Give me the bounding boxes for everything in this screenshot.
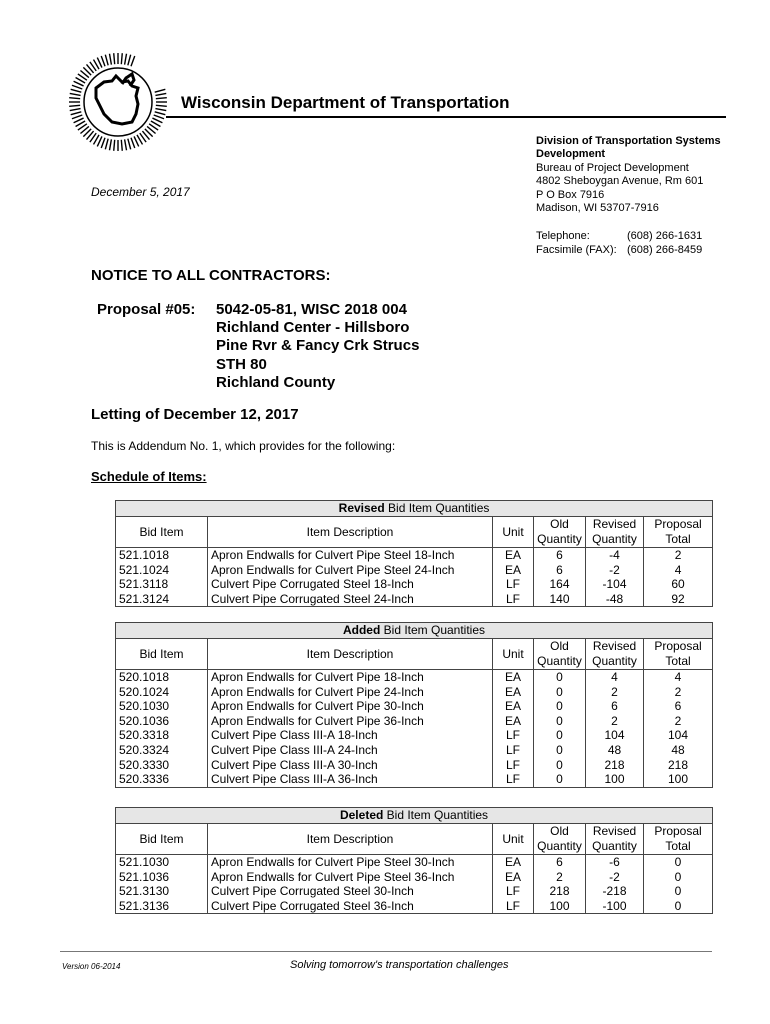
old-quantity-cell: 0 [534, 758, 586, 773]
description-cell: Culvert Pipe Class III-A 30-Inch [208, 758, 493, 773]
revised-quantity-cell: -100 [586, 899, 644, 914]
old-quantity-cell: 0 [534, 772, 586, 787]
bid-item-cell: 520.3318 [116, 728, 208, 743]
table-row [116, 563, 713, 578]
proposal-label: Proposal #05: [97, 301, 196, 318]
description-cell: Apron Endwalls for Culvert Pipe 30-Inch [208, 699, 493, 714]
old-quantity-cell: 0 [534, 714, 586, 729]
unit-cell: LF [493, 884, 534, 899]
telephone-number: (608) 266-1631 [627, 230, 703, 242]
description-cell: Apron Endwalls for Culvert Pipe 18-Inch [208, 670, 493, 685]
col-header-description: Item Description [208, 824, 493, 855]
revised-quantity-cell: -2 [586, 870, 644, 885]
description-cell: Apron Endwalls for Culvert Pipe 36-Inch [208, 714, 493, 729]
col-header-revised-quantity: Revised Quantity [586, 517, 644, 548]
proposal-total-cell: 100 [644, 772, 713, 787]
table-caption-row [116, 808, 713, 824]
notice-heading: NOTICE TO ALL CONTRACTORS: [91, 267, 331, 284]
table-row [116, 685, 713, 700]
table-row [116, 743, 713, 758]
proposal-line: STH 80 [216, 355, 267, 373]
proposal-total-cell: 48 [644, 743, 713, 758]
unit-cell: EA [493, 855, 534, 870]
revised-quantity-cell: 2 [586, 685, 644, 700]
col-header-revised-quantity: Revised Quantity [586, 639, 644, 670]
col-header-revised-quantity: Revised Quantity [586, 824, 644, 855]
revised-quantity-cell: 100 [586, 772, 644, 787]
old-quantity-cell: 6 [534, 855, 586, 870]
revised-quantity-cell: 104 [586, 728, 644, 743]
col-header-proposal-total: Proposal Total [644, 824, 713, 855]
description-cell: Apron Endwalls for Culvert Pipe Steel 30-Inch [208, 855, 493, 870]
bid-item-cell: 520.3324 [116, 743, 208, 758]
proposal-total-cell: 2 [644, 548, 713, 563]
bid-item-cell: 521.3136 [116, 899, 208, 914]
division-name-line1: Division of Transportation Systems [536, 135, 721, 147]
revised-quantity-cell: 6 [586, 699, 644, 714]
revised-quantity-cell: -104 [586, 577, 644, 592]
col-header-old-quantity: Old Quantity [534, 517, 586, 548]
unit-cell: LF [493, 743, 534, 758]
proposal-total-cell: 0 [644, 884, 713, 899]
old-quantity-cell: 164 [534, 577, 586, 592]
description-cell: Apron Endwalls for Culvert Pipe Steel 24-Inch [208, 563, 493, 578]
telephone-label: Telephone: [536, 230, 590, 242]
bid-item-cell: 521.1024 [116, 563, 208, 578]
fax-number: (608) 266-8459 [627, 244, 703, 256]
old-quantity-cell: 0 [534, 728, 586, 743]
revised-quantity-cell: 2 [586, 714, 644, 729]
revised-quantity-cell: 48 [586, 743, 644, 758]
revised-quantity-cell: 4 [586, 670, 644, 685]
revised-quantity-cell: -48 [586, 592, 644, 607]
header-divider [166, 116, 726, 118]
col-header-old-quantity: Old Quantity [534, 639, 586, 670]
department-title: Wisconsin Department of Transportation [181, 93, 510, 112]
table-row [116, 592, 713, 607]
old-quantity-cell: 0 [534, 685, 586, 700]
added-bid-item-table [115, 622, 713, 788]
bid-item-cell: 521.1018 [116, 548, 208, 563]
bid-item-cell: 520.1030 [116, 699, 208, 714]
fax-label: Facsimile (FAX): [536, 244, 617, 256]
division-address-block [536, 135, 746, 215]
street-address: 4802 Sheboygan Avenue, Rm 601 [536, 175, 704, 188]
proposal-total-cell: 0 [644, 870, 713, 885]
division-name-line2: Development [536, 148, 606, 161]
unit-cell: EA [493, 563, 534, 578]
old-quantity-cell: 140 [534, 592, 586, 607]
addendum-text: This is Addendum No. 1, which provides for the following: [91, 439, 396, 453]
proposal-total-cell: 6 [644, 699, 713, 714]
col-header-proposal-total: Proposal Total [644, 639, 713, 670]
old-quantity-cell: 100 [534, 899, 586, 914]
bid-item-cell: 521.1036 [116, 870, 208, 885]
table-row [116, 899, 713, 914]
old-quantity-cell: 6 [534, 548, 586, 563]
old-quantity-cell: 0 [534, 699, 586, 714]
bid-item-cell: 520.3330 [116, 758, 208, 773]
schedule-heading: Schedule of Items: [91, 469, 207, 484]
unit-cell: LF [493, 577, 534, 592]
table-row [116, 699, 713, 714]
proposal-line: Richland County [216, 373, 336, 391]
old-quantity-cell: 6 [534, 563, 586, 578]
table-caption: Added Bid Item Quantities [116, 623, 713, 639]
proposal-total-cell: 60 [644, 577, 713, 592]
table-caption: Revised Bid Item Quantities [116, 501, 713, 517]
description-cell: Culvert Pipe Class III-A 24-Inch [208, 743, 493, 758]
bid-item-cell: 520.3336 [116, 772, 208, 787]
proposal-total-cell: 92 [644, 592, 713, 607]
bid-item-cell: 520.1018 [116, 670, 208, 685]
wisdot-seal-logo-icon [66, 48, 170, 156]
table-row [116, 548, 713, 563]
description-cell: Apron Endwalls for Culvert Pipe 24-Inch [208, 685, 493, 700]
table-header-row [116, 517, 713, 548]
po-box: P O Box 7916 [536, 188, 605, 201]
table-row [116, 714, 713, 729]
revised-quantity-cell: -4 [586, 548, 644, 563]
bid-item-cell: 520.1024 [116, 685, 208, 700]
unit-cell: EA [493, 870, 534, 885]
proposal-line: Pine Rvr & Fancy Crk Strucs [216, 337, 420, 355]
proposal-details [216, 301, 419, 392]
unit-cell: LF [493, 899, 534, 914]
letting-heading: Letting of December 12, 2017 [91, 406, 299, 423]
col-header-proposal-total: Proposal Total [644, 517, 713, 548]
col-header-unit: Unit [493, 824, 534, 855]
col-header-bid-item: Bid Item [116, 824, 208, 855]
description-cell: Culvert Pipe Corrugated Steel 30-Inch [208, 884, 493, 899]
proposal-total-cell: 4 [644, 670, 713, 685]
unit-cell: EA [493, 685, 534, 700]
unit-cell: LF [493, 728, 534, 743]
proposal-total-cell: 4 [644, 563, 713, 578]
fax-row [536, 243, 702, 257]
letter-date: December 5, 2017 [91, 185, 190, 199]
table-caption: Deleted Bid Item Quantities [116, 808, 713, 824]
description-cell: Culvert Pipe Corrugated Steel 36-Inch [208, 899, 493, 914]
description-cell: Culvert Pipe Class III-A 18-Inch [208, 728, 493, 743]
table-row [116, 758, 713, 773]
old-quantity-cell: 0 [534, 743, 586, 758]
table-row [116, 772, 713, 787]
revised-quantity-cell: 218 [586, 758, 644, 773]
bid-item-cell: 521.3124 [116, 592, 208, 607]
table-caption-row [116, 623, 713, 639]
unit-cell: LF [493, 592, 534, 607]
table-row [116, 855, 713, 870]
col-header-bid-item: Bid Item [116, 639, 208, 670]
table-caption-row [116, 501, 713, 517]
table-row [116, 577, 713, 592]
table-row [116, 870, 713, 885]
unit-cell: EA [493, 670, 534, 685]
col-header-unit: Unit [493, 517, 534, 548]
table-row [116, 670, 713, 685]
proposal-total-cell: 2 [644, 685, 713, 700]
old-quantity-cell: 218 [534, 884, 586, 899]
proposal-line: 5042-05-81, WISC 2018 004 [216, 301, 407, 318]
revised-quantity-cell: -2 [586, 563, 644, 578]
footer-tagline: Solving tomorrow's transportation challenges [290, 959, 509, 971]
version-label: Version 06-2014 [62, 962, 121, 971]
deleted-bid-item-table [115, 807, 713, 914]
table-header-row [116, 824, 713, 855]
unit-cell: EA [493, 714, 534, 729]
footer-divider [60, 951, 712, 952]
bid-item-cell: 521.3130 [116, 884, 208, 899]
bid-item-cell: 520.1036 [116, 714, 208, 729]
description-cell: Apron Endwalls for Culvert Pipe Steel 36-Inch [208, 870, 493, 885]
unit-cell: LF [493, 758, 534, 773]
proposal-total-cell: 0 [644, 899, 713, 914]
table-row [116, 728, 713, 743]
proposal-total-cell: 218 [644, 758, 713, 773]
description-cell: Apron Endwalls for Culvert Pipe Steel 18-Inch [208, 548, 493, 563]
old-quantity-cell: 2 [534, 870, 586, 885]
proposal-total-cell: 0 [644, 855, 713, 870]
revised-quantity-cell: -6 [586, 855, 644, 870]
col-header-description: Item Description [208, 639, 493, 670]
bid-item-cell: 521.1030 [116, 855, 208, 870]
unit-cell: LF [493, 772, 534, 787]
table-header-row [116, 639, 713, 670]
old-quantity-cell: 0 [534, 670, 586, 685]
revised-quantity-cell: -218 [586, 884, 644, 899]
col-header-old-quantity: Old Quantity [534, 824, 586, 855]
col-header-bid-item: Bid Item [116, 517, 208, 548]
bid-item-cell: 521.3118 [116, 577, 208, 592]
bureau-name: Bureau of Project Development [536, 161, 689, 174]
proposal-total-cell: 2 [644, 714, 713, 729]
col-header-unit: Unit [493, 639, 534, 670]
telephone-row [536, 229, 702, 243]
city-state-zip: Madison, WI 53707-7916 [536, 202, 659, 215]
unit-cell: EA [493, 699, 534, 714]
description-cell: Culvert Pipe Corrugated Steel 24-Inch [208, 592, 493, 607]
col-header-description: Item Description [208, 517, 493, 548]
description-cell: Culvert Pipe Class III-A 36-Inch [208, 772, 493, 787]
proposal-total-cell: 104 [644, 728, 713, 743]
contact-block [536, 229, 702, 257]
table-row [116, 884, 713, 899]
revised-bid-item-table [115, 500, 713, 607]
description-cell: Culvert Pipe Corrugated Steel 18-Inch [208, 577, 493, 592]
proposal-line: Richland Center - Hillsboro [216, 319, 410, 337]
unit-cell: EA [493, 548, 534, 563]
